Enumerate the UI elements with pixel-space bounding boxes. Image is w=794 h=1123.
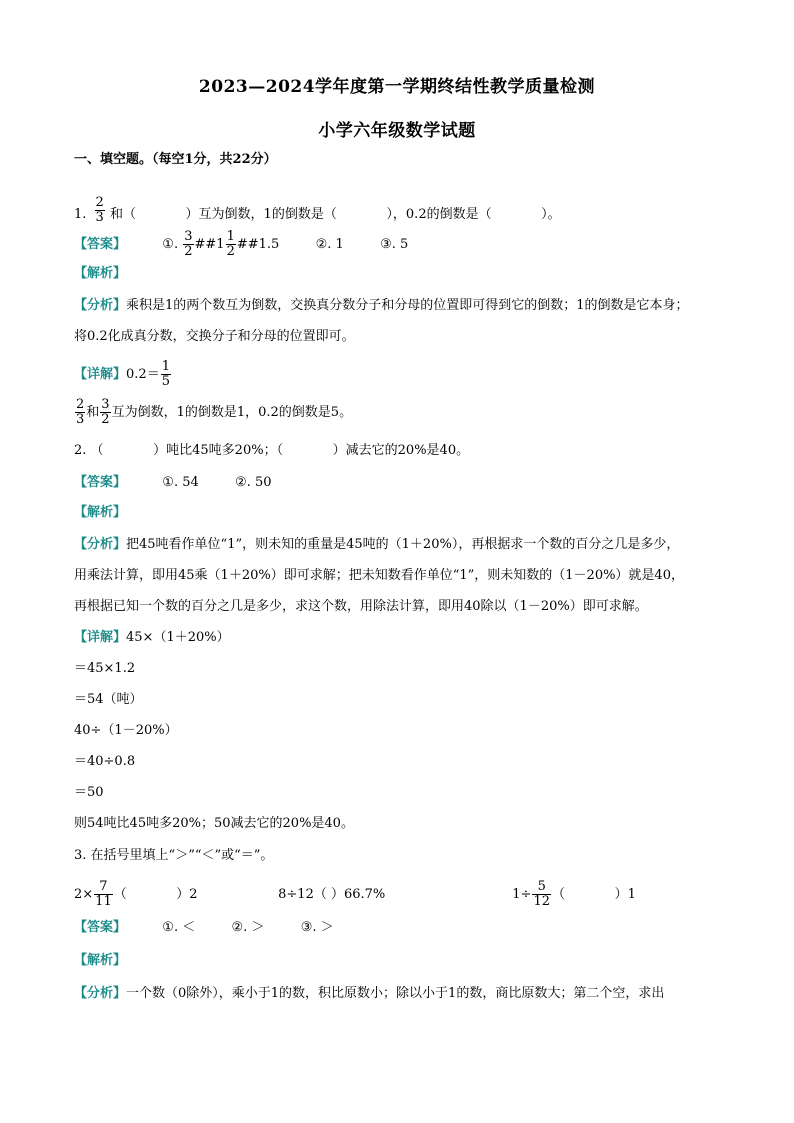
answer-3: ③. 5 xyxy=(380,237,409,252)
question-text: （ ）吨比45吨多20%；（ ）减去它的20%是40。 xyxy=(90,443,470,458)
section-heading: 一、填空题。（每空1分，共22分） xyxy=(74,152,277,167)
comparison-row xyxy=(74,880,734,909)
analysis-line: 用乘法计算，即用45乘（1＋20%）即可求解；把未知数看作单位“1”，则未知数的（1－20%）就是40， xyxy=(74,568,684,583)
comparison-2: 8÷12（ ）66.7% xyxy=(278,887,386,902)
question-2 xyxy=(74,441,734,461)
question-text: 在括号里填上“＞”“＜”或“＝”。 xyxy=(90,848,274,863)
answer-tag: 【答案】 xyxy=(74,475,127,490)
question-text: 和（ ）互为倒数，1的倒数是（ ），0.2的倒数是（ ）。 xyxy=(109,207,561,222)
question-number: 1. xyxy=(74,207,87,222)
calc-step: ＝54（吨） xyxy=(74,692,143,707)
analysis-tag: 【解析】 xyxy=(74,505,127,520)
answer-1: ①. 54 xyxy=(162,475,199,490)
detail-line: 【详解】0.2＝ $\frac{1}{5}$ xyxy=(74,359,170,389)
analysis-tag: 【解析】 xyxy=(74,953,127,968)
analysis-line: 【分析】把45吨看作单位“1”，则未知的重量是45吨的（1＋20%），再根据求一个数的百分之几是多少， xyxy=(74,537,680,552)
answer-tag: 【答案】 xyxy=(74,920,127,935)
conclusion: 则54吨比45吨多20%；50减去它的20%是40。 xyxy=(74,816,354,831)
comparison-1: 2× $\frac{7}{11}$ （ ）2 xyxy=(74,879,198,909)
analysis-line: 将0.2化成真分数，交换分子和分母的位置即可。 xyxy=(74,329,355,344)
question-number: 2. xyxy=(74,443,87,458)
answer-3: ③. ＞ xyxy=(300,920,334,935)
page-title-line1: 2023—2024学年度第一学期终结性教学质量检测 xyxy=(198,77,596,97)
answer-2: ②. 50 xyxy=(235,475,272,490)
comparison-3: 1÷ $\frac{5}{12}$ （ ）1 xyxy=(512,879,636,909)
calc-step: ＝45×1.2 xyxy=(74,661,136,676)
answer-tag: 【答案】 xyxy=(74,237,127,252)
calc-step: ＝40÷0.8 xyxy=(74,754,136,769)
question-1 xyxy=(74,196,734,225)
detail-line: 【详解】45×（1＋20%） xyxy=(74,630,230,645)
answer-1: ①. ＜ xyxy=(162,920,196,935)
analysis-tag: 【解析】 xyxy=(74,266,127,281)
answer-row xyxy=(74,473,734,493)
calc-step: 40÷（1－20%） xyxy=(74,723,178,738)
answer-2: ②. ＞ xyxy=(231,920,265,935)
question-3 xyxy=(74,846,734,866)
page-title-line2: 小学六年级数学试题 xyxy=(318,121,476,141)
analysis-line: 【分析】一个数（0除外），乘小于1的数，积比原数小；除以小于1的数，商比原数大；第二个空，求出 xyxy=(74,986,665,1001)
detail-line: $\frac{2}{3}$ 和 $\frac{3}{2}$ 互为倒数，1的倒数是1，0.2的倒数是5。 xyxy=(76,397,353,427)
fraction: $\frac{2}{3}$ xyxy=(95,195,104,225)
analysis-line: 【分析】乘积是1的两个数互为倒数，交换真分数分子和分母的位置即可得到它的倒数；1的倒数是它本身； xyxy=(74,298,689,313)
answer-1: ①. $\frac{3}{2}$ ##1 $\frac{1}{2}$ ##1.5 xyxy=(162,229,280,259)
analysis-line: 再根据已知一个数的百分之几是多少，求这个数，用除法计算，即用40除以（1－20%）即可求解。 xyxy=(74,599,648,614)
answer-row xyxy=(74,230,734,259)
question-number: 3. xyxy=(74,848,87,863)
answer-row xyxy=(74,918,734,938)
answer-2: ②. 1 xyxy=(315,237,344,252)
calc-step: ＝50 xyxy=(74,785,104,800)
